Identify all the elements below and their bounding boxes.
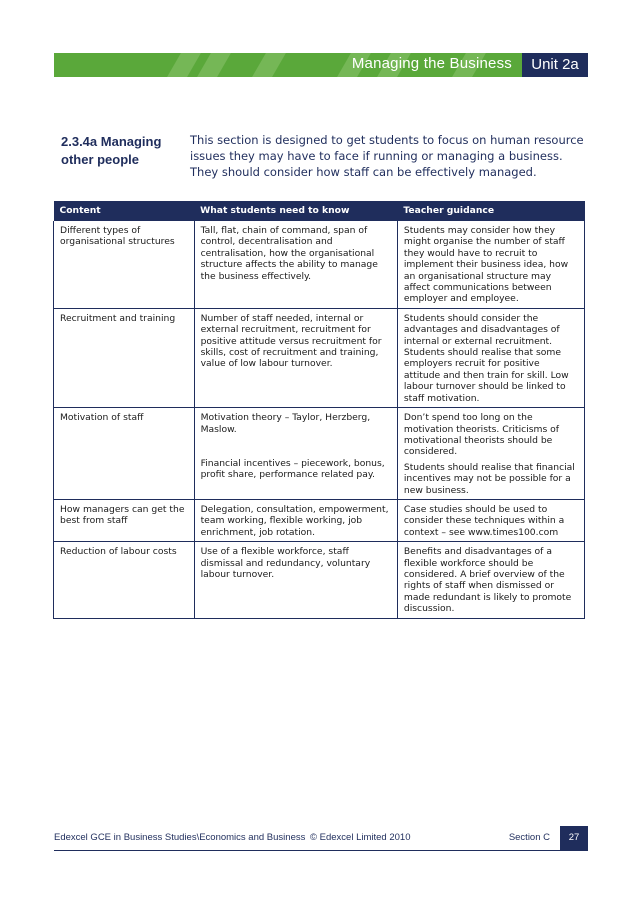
banner-title: Managing the Business (351, 55, 512, 72)
content-table (53, 201, 585, 619)
table-row (54, 542, 585, 618)
cell-guidance (397, 542, 584, 618)
guidance-text: Benefits and disadvantages of a flexible workforce should be considered. A brief overview of the rights of staff when dismissed or made redundant is likely to promote discussion. (403, 546, 572, 615)
cell-content: Motivation of staff (54, 408, 195, 500)
know-text: Motivation theory – Taylor, Herzberg, Maslow. (200, 412, 371, 435)
cell-guidance (397, 408, 584, 500)
guidance-text: Case studies should be used to consider these techniques within a context – see www.times100.com (403, 503, 565, 538)
page-number: 27 (560, 826, 588, 850)
know-text: Tall, flat, chain of command, span of control, decentralisation and centralisation, how the organisational structure affects the ability to manage the business effectively. (200, 225, 378, 282)
table-row (54, 308, 585, 407)
know-text: Financial incentives – piecework, bonus, profit share, performance related pay. (200, 457, 385, 481)
table-row (54, 499, 585, 541)
footer-section: Section C (508, 832, 550, 843)
cell-content: Different types of organisational structures (54, 221, 195, 308)
banner-stripe (167, 53, 201, 77)
guidance-text: Students should realise that financial incentives may not be possible for a new business. (403, 461, 575, 496)
know-text: Number of staff needed, internal or external recruitment, recruitment for positive attitude versus recruitment for skills, cost of recruitment and training, value of low labour turnover. (200, 312, 382, 370)
page-footer (54, 826, 588, 851)
cell-know (194, 408, 397, 500)
cell-guidance (397, 221, 584, 308)
cell-guidance (397, 308, 584, 407)
cell-know (194, 499, 397, 541)
header-banner (54, 53, 588, 77)
header-guidance: Teacher guidance (397, 201, 584, 221)
section-intro: This section is designed to get students to focus on human resource issues they may have to face if running or managing a business. They should consider how staff can be effectively managed. (190, 133, 584, 179)
guidance-text: Don’t spend too long on the motivation theorists. Criticisms of motivational theorists should be considered. (403, 412, 560, 458)
cell-content: Reduction of labour costs (54, 542, 195, 618)
guidance-text: Students may consider how they might organise the number of staff they would have to recruit to implement their business idea, how an organisational structure may affect communications between employer and employee. (403, 225, 569, 305)
guidance-text: Students should consider the advantages and disadvantages of internal or external recruitment. Students should realise that some employers recruit for positive attitude and then train for skill. Low labour turnover should be linked to staff motivation. (403, 312, 569, 404)
know-text: Delegation, consultation, empowerment, team working, flexible working, job enrichment, job rotation. (200, 503, 389, 538)
table-header-row (54, 201, 585, 221)
section-heading: 2.3.4a Managing other people (61, 134, 162, 167)
cell-content: How managers can get the best from staff (54, 499, 195, 541)
cell-know (194, 542, 397, 618)
footer-publication: Edexcel GCE in Business Studies\Economics and Business (54, 832, 306, 843)
cell-guidance (397, 499, 584, 541)
table-row (54, 221, 585, 308)
table-row (54, 408, 585, 500)
footer-copyright: © Edexcel Limited 2010 (310, 832, 411, 843)
know-text: Use of a flexible workforce, staff dismissal and redundancy, voluntary labour turnover. (200, 546, 371, 580)
banner-stripe (197, 53, 231, 77)
banner-stripe (252, 53, 286, 77)
header-know: What students need to know (194, 201, 397, 221)
cell-content: Recruitment and training (54, 308, 195, 407)
cell-know (194, 308, 397, 407)
cell-know (194, 221, 397, 308)
header-content: Content (54, 201, 195, 221)
unit-badge: Unit 2a (522, 53, 588, 77)
